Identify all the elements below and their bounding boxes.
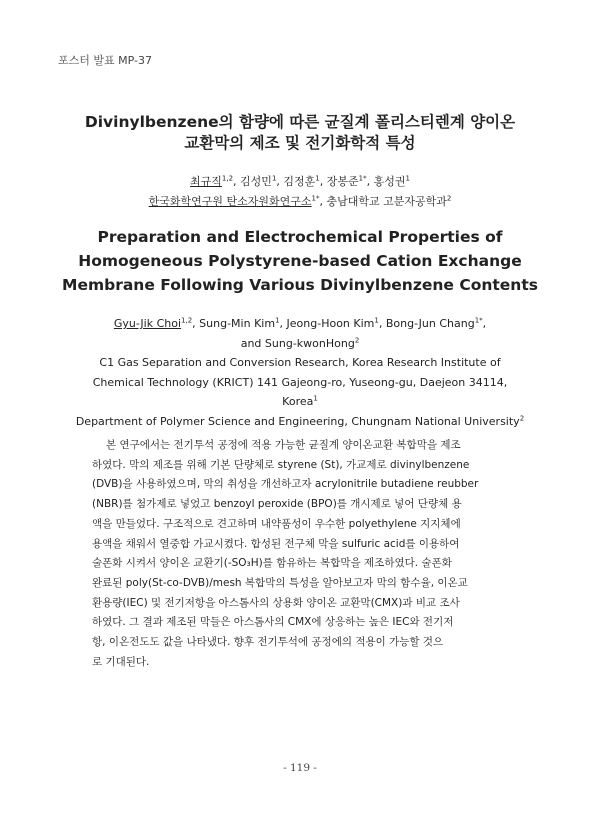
author-superscript: 1 (374, 316, 379, 325)
abstract-line: 완료된 poly(St-co-DVB)/mesh 복합막의 특성을 알아보고자 막의 함수율, 이온교 (92, 576, 468, 589)
author-superscript: 1 (275, 316, 280, 325)
korean-author: 장봉준 (326, 175, 359, 188)
author-superscript: 2 (354, 335, 360, 344)
author-superscript: 1 (271, 174, 277, 183)
affiliation-superscript: 2 (519, 414, 525, 423)
affiliation-superscript: 1* (311, 194, 320, 203)
abstract-line: 환용량(IEC) 및 전기저항을 아스톰사의 상용화 양이온 교환막(CMX)과 비교 조사 (92, 596, 460, 609)
korean-title-line: 교환막의 제조 및 전기화학적 특성 (184, 134, 416, 152)
english-author: Bong-Jun Chang (385, 317, 475, 330)
english-author: Sung-Min Kim (199, 317, 276, 330)
korean-first-author: 최규직 (190, 175, 222, 188)
english-last-author: Sung-kwonHong (264, 336, 355, 350)
korean-affiliations: 한국화학연구원 탄소자원화연구소$^{1*}$, 충남대학교 고분자공학과$^2$ (148, 194, 452, 208)
english-title-line: Preparation and Electrochemical Properties of (97, 228, 503, 246)
author-superscript: 1* (358, 174, 367, 183)
abstract-line: 하였다. 막의 제조를 위해 기본 단량체로 styrene (St), 가교제로 divinylbenzene (92, 458, 470, 471)
abstract-line: 항, 이온전도도 값을 나타냈다. 향후 전기투석에 공정에의 적용이 가능할 것으 (92, 636, 444, 649)
page-number: - 119 - (283, 762, 317, 774)
english-title-line: Homogeneous Polystyrene-based Cation Exchange (78, 252, 522, 270)
korean-author: 김정훈 (283, 175, 316, 188)
english-affiliation-line: C1 Gas Separation and Conversion Research, Korea Research Institute of (99, 356, 501, 370)
english-affiliation-line (0, 392, 600, 412)
korean-authors-block (0, 172, 600, 212)
abstract-line: 액을 만들었다. 구조적으로 견고하며 내약품성이 우수한 polyethylene 지지체에 (92, 517, 461, 530)
abstract-line: (NBR)를 첨가제로 넣었고 benzoyl peroxide (BPO)를 개시제로 넣어 단량체 용 (92, 498, 462, 511)
english-author: Jeong-Hoon Kim (286, 317, 375, 330)
english-title (0, 225, 600, 297)
poster-label: 포스터 발표 MP-37 (58, 54, 152, 67)
author-superscript: 1 (315, 174, 320, 183)
english-affiliation-line: Chemical Technology (KRICT) 141 Gajeong-ro, Yuseong-gu, Daejeon 34114, (92, 375, 508, 389)
korean-title-line: Divinylbenzene의 함량에 따른 균질계 폴리스티렌계 양이온 (84, 113, 516, 131)
abstract-line: (DVB)을 사용하였으며, 막의 취성을 개선하고자 acrylonitrile butadiene reubber (92, 478, 479, 491)
author-superscript: 1,2 (181, 316, 193, 325)
abstract-line: 술폰화 시켜서 양이온 교환기(-SO₃H)를 함유하는 복합막을 제조하였다. 술폰화 (92, 557, 452, 570)
abstract-line: 하였다. 그 결과 제조된 막들은 아스톰사의 CMX에 상응하는 높은 IEC와 전기저 (92, 616, 454, 629)
korean-title (0, 112, 600, 154)
english-authors-block (0, 314, 600, 432)
english-author-list: Gyu-Jik Choi$^{1,2}$, Sung-Min Kim$^1$, Jeong-Hoon Kim$^1$, Bong-Jun Chang$^{1*}$, (113, 316, 487, 330)
affiliation-department: Department of Polymer Science and Engineering, Chungnam National University (75, 414, 520, 428)
english-author-list-line2 (0, 334, 600, 354)
author-superscript: 1 (405, 174, 410, 183)
english-author-conjunction: and (240, 336, 265, 350)
author-superscript: 1,2 (221, 174, 234, 183)
english-affiliation-line (0, 412, 600, 432)
korean-affiliation-2: 충남대학교 고분자공학과 (326, 195, 447, 208)
abstract-line: 용액을 채워서 열중합 가교시켰다. 합성된 전구체 막을 sulfuric acid를 이용하여 (92, 537, 460, 550)
author-superscript: 1* (474, 316, 483, 325)
english-title-line: Membrane Following Various Divinylbenzene Contents (62, 276, 538, 294)
affiliation-superscript: 1 (313, 394, 318, 403)
abstract-line: 로 기대된다. (92, 655, 150, 668)
abstract-line: 본 연구에서는 전기투석 공정에 적용 가능한 균질계 양이온교환 복합막을 제조 (106, 439, 461, 451)
abstract-body (92, 436, 512, 672)
affiliation-country: Korea (282, 395, 314, 409)
korean-author: 홍성권 (373, 175, 406, 188)
korean-affiliation-1: 한국화학연구원 탄소자원화연구소 (148, 195, 312, 208)
korean-author-list: 최규직$^{1,2}$, 김성민$^1$, 김정훈$^1$, 장봉준$^{1*}$, 홍성권$^1$ (190, 174, 410, 188)
korean-author: 김성민 (240, 175, 272, 188)
affiliation-superscript: 2 (446, 194, 452, 203)
english-first-author: Gyu-Jik Choi (113, 317, 182, 330)
